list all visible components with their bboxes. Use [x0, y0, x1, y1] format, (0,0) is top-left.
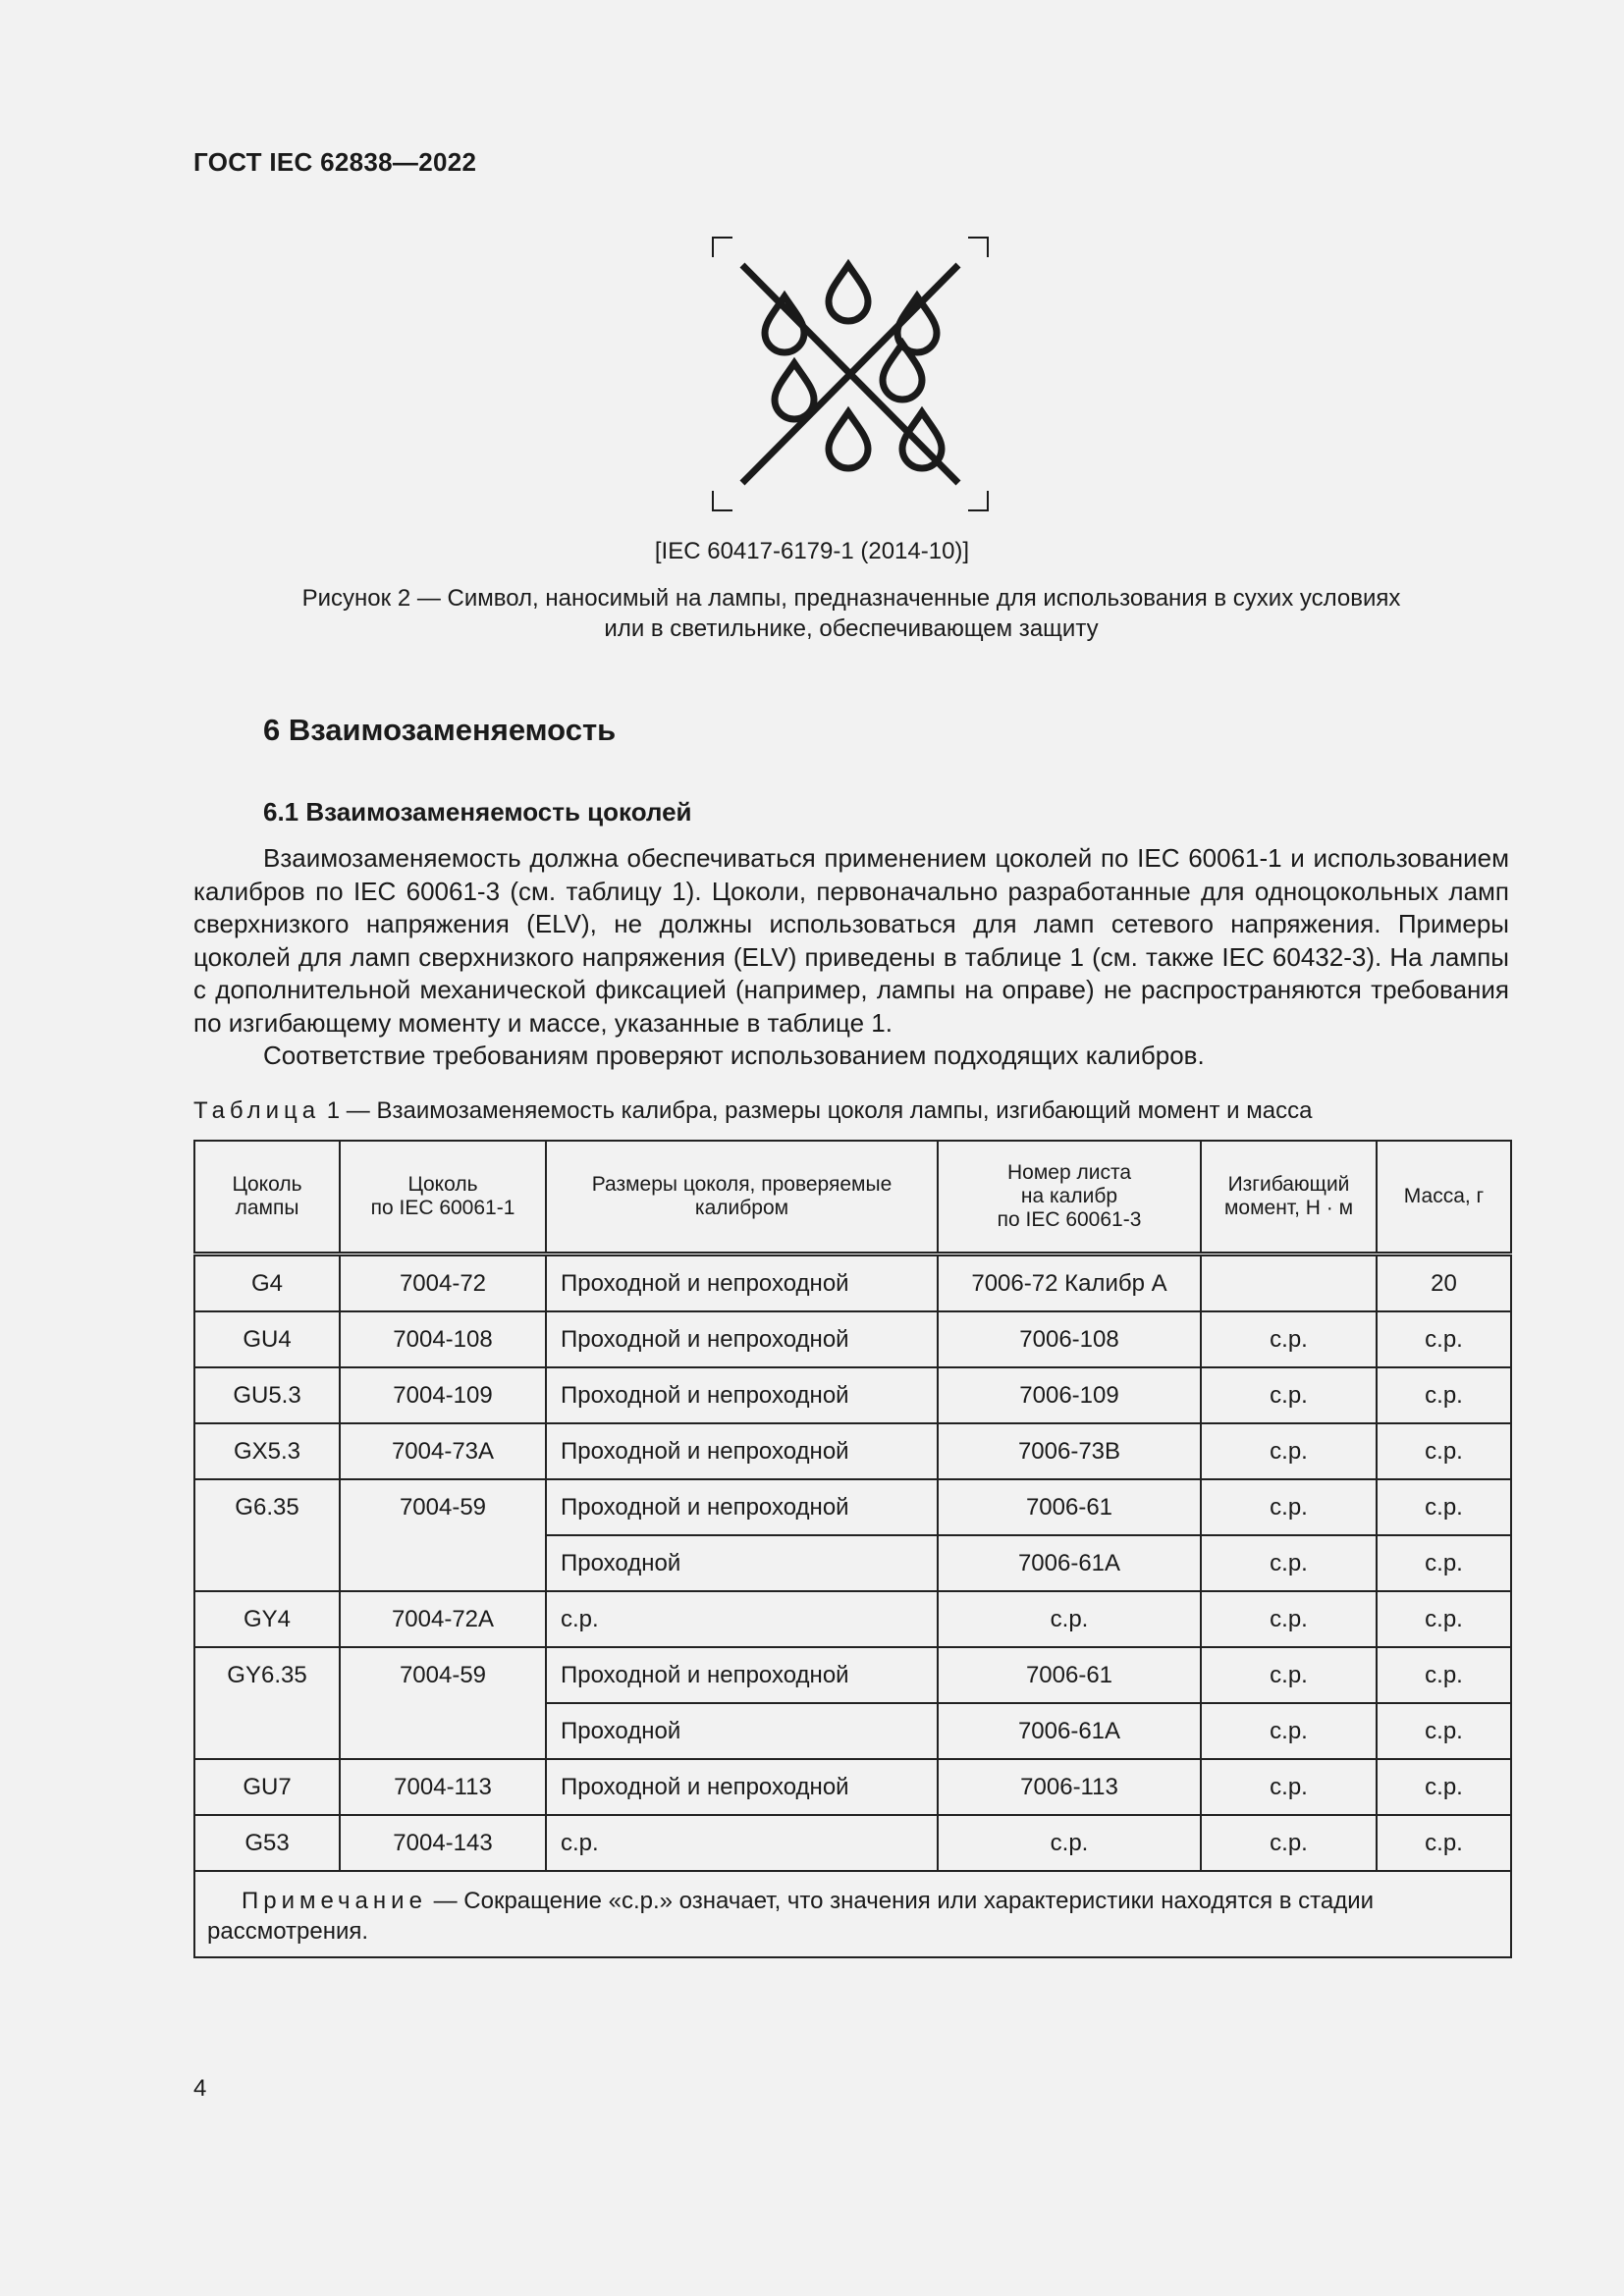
cell-base: GY6.35: [194, 1647, 340, 1759]
cell-base: GX5.3: [194, 1423, 340, 1479]
cell-mass: с.р.: [1377, 1703, 1511, 1759]
cell-iec: 7004-72A: [340, 1591, 546, 1647]
cell-bending-moment: с.р.: [1201, 1759, 1377, 1815]
cell-dimensions: Проходной и непроходной: [546, 1311, 938, 1367]
cell-gauge-sheet: 7006-109: [938, 1367, 1201, 1423]
cell-base: G6.35: [194, 1479, 340, 1591]
cell-gauge-sheet: 7006-72 Калибр А: [938, 1255, 1201, 1312]
cell-base: G53: [194, 1815, 340, 1871]
cell-gauge-sheet: 7006-108: [938, 1311, 1201, 1367]
figure-caption-line: или в светильнике, обеспечивающем защиту: [604, 615, 1099, 642]
cell-dimensions: Проходной: [546, 1703, 938, 1759]
cell-base: G4: [194, 1255, 340, 1312]
cell-gauge-sheet: 7006-61A: [938, 1703, 1201, 1759]
page-number: 4: [193, 2075, 207, 2102]
cell-iec: 7004-73A: [340, 1423, 546, 1479]
cell-gauge-sheet: 7006-61: [938, 1479, 1201, 1535]
cell-base: GU5.3: [194, 1367, 340, 1423]
document-header: ГОСТ IEC 62838—2022: [193, 147, 477, 177]
section-heading: 6 Взаимозаменяемость: [263, 713, 617, 747]
cell-gauge-sheet: 7006-73В: [938, 1423, 1201, 1479]
table-title-text: 1 — Взаимозаменяемость калибра, размеры цоколя лампы, изгибающий момент и масса: [320, 1097, 1313, 1124]
table-row: [194, 1311, 1511, 1367]
table-row: [194, 1759, 1511, 1815]
table-row: [194, 1423, 1511, 1479]
cell-dimensions: Проходной и непроходной: [546, 1647, 938, 1703]
cell-dimensions: Проходной и непроходной: [546, 1255, 938, 1312]
table-row: [194, 1815, 1511, 1871]
cell-mass: с.р.: [1377, 1591, 1511, 1647]
table-title: [193, 1097, 1312, 1125]
header-iec-60061-1: Цоколь по IEC 60061-1: [340, 1141, 546, 1255]
interchangeability-table: [193, 1140, 1512, 1958]
cell-iec: 7004-109: [340, 1367, 546, 1423]
cell-dimensions: Проходной и непроходной: [546, 1367, 938, 1423]
paragraph: Взаимозаменяемость должна обеспечиваться применением цоколей по IEC 60061-1 и использованием калибров по IEC 60061-3 (см. таблицу 1). Цоколи, первоначально разработанные для одноцокольных ламп сверхнизкого напряжения (ELV), не должны использоваться для ламп сетевого напряжения. Примеры цоколей для ламп сверхнизкого напряжения (ELV) приведены в таблице 1 (см. также IEC 60432-3). На лампы с дополнительной механической фиксацией (например, лампы на оправе) не распространяются требования по изгибающему моменту и массе, указанные в таблице 1.: [193, 843, 1509, 1038]
table-note-row: [194, 1871, 1511, 1957]
cell-gauge-sheet: 7006-61: [938, 1647, 1201, 1703]
header-base: Цоколь лампы: [194, 1141, 340, 1255]
note-word: Примечание: [242, 1888, 427, 1914]
table-title-word: Таблица: [193, 1097, 321, 1124]
table-row: [194, 1255, 1511, 1312]
cell-dimensions: Проходной и непроходной: [546, 1423, 938, 1479]
cell-bending-moment: с.р.: [1201, 1591, 1377, 1647]
cell-iec: 7004-72: [340, 1255, 546, 1312]
cell-mass: с.р.: [1377, 1479, 1511, 1535]
cell-mass: с.р.: [1377, 1535, 1511, 1591]
cell-mass: с.р.: [1377, 1423, 1511, 1479]
header-bending-moment: Изгибающий момент, Н · м: [1201, 1141, 1377, 1255]
cell-bending-moment: с.р.: [1201, 1647, 1377, 1703]
cell-iec: 7004-59: [340, 1479, 546, 1591]
figure-caption-line: Рисунок 2 — Символ, наносимый на лампы, предназначенные для использования в сухих условиях: [301, 585, 1401, 612]
cell-dimensions: Проходной и непроходной: [546, 1479, 938, 1535]
drop-icon: [775, 363, 814, 419]
table-row: [194, 1591, 1511, 1647]
dry-location-symbol-figure: [711, 236, 990, 512]
header-gauge-sheet: Номер листа на калибр по IEC 60061-3: [938, 1141, 1201, 1255]
cell-gauge-sheet: 7006-113: [938, 1759, 1201, 1815]
cell-dimensions: Проходной и непроходной: [546, 1759, 938, 1815]
figure-caption: [193, 583, 1509, 644]
cell-mass: с.р.: [1377, 1759, 1511, 1815]
subsection-heading: 6.1 Взаимозаменяемость цоколей: [263, 797, 692, 827]
drop-icon: [829, 265, 868, 321]
cell-dimensions: с.р.: [546, 1815, 938, 1871]
cell-base: GY4: [194, 1591, 340, 1647]
cell-iec: 7004-113: [340, 1759, 546, 1815]
cell-gauge-sheet: 7006-61A: [938, 1535, 1201, 1591]
cell-bending-moment: с.р.: [1201, 1311, 1377, 1367]
figure-source: [IEC 60417-6179-1 (2014-10)]: [654, 538, 970, 564]
cell-bending-moment: с.р.: [1201, 1815, 1377, 1871]
cell-iec: 7004-59: [340, 1647, 546, 1759]
cell-bending-moment: с.р.: [1201, 1703, 1377, 1759]
cell-mass: с.р.: [1377, 1311, 1511, 1367]
cell-bending-moment: с.р.: [1201, 1479, 1377, 1535]
cell-iec: 7004-108: [340, 1311, 546, 1367]
cell-bending-moment: с.р.: [1201, 1367, 1377, 1423]
cell-mass: с.р.: [1377, 1367, 1511, 1423]
cell-dimensions: с.р.: [546, 1591, 938, 1647]
cell-mass: с.р.: [1377, 1647, 1511, 1703]
cell-gauge-sheet: с.р.: [938, 1591, 1201, 1647]
table-row: [194, 1367, 1511, 1423]
table-note: [194, 1871, 1511, 1957]
table-row: [194, 1479, 1511, 1535]
cell-base: GU4: [194, 1311, 340, 1367]
cell-bending-moment: с.р.: [1201, 1423, 1377, 1479]
cell-mass: с.р.: [1377, 1815, 1511, 1871]
drop-icon: [829, 412, 868, 468]
paragraph: Соответствие требованиям проверяют использованием подходящих калибров.: [263, 1041, 1205, 1070]
cell-base: GU7: [194, 1759, 340, 1815]
cell-iec: 7004-143: [340, 1815, 546, 1871]
cell-dimensions: Проходной: [546, 1535, 938, 1591]
header-dimensions: Размеры цоколя, проверяемые калибром: [546, 1141, 938, 1255]
cell-gauge-sheet: с.р.: [938, 1815, 1201, 1871]
table-row: [194, 1647, 1511, 1703]
crossed-lines: [742, 265, 958, 483]
cell-mass: 20: [1377, 1255, 1511, 1312]
cell-bending-moment: с.р.: [1201, 1535, 1377, 1591]
cell-bending-moment: [1201, 1255, 1377, 1312]
note-text: — Сокращение «с.р.» означает, что значения или характеристики находятся в стадии рассмотрения.: [207, 1888, 1375, 1945]
table-header-row: [194, 1141, 1511, 1255]
header-mass: Масса, г: [1377, 1141, 1511, 1255]
body-text: [193, 842, 1509, 1073]
drop-icon: [902, 412, 942, 468]
